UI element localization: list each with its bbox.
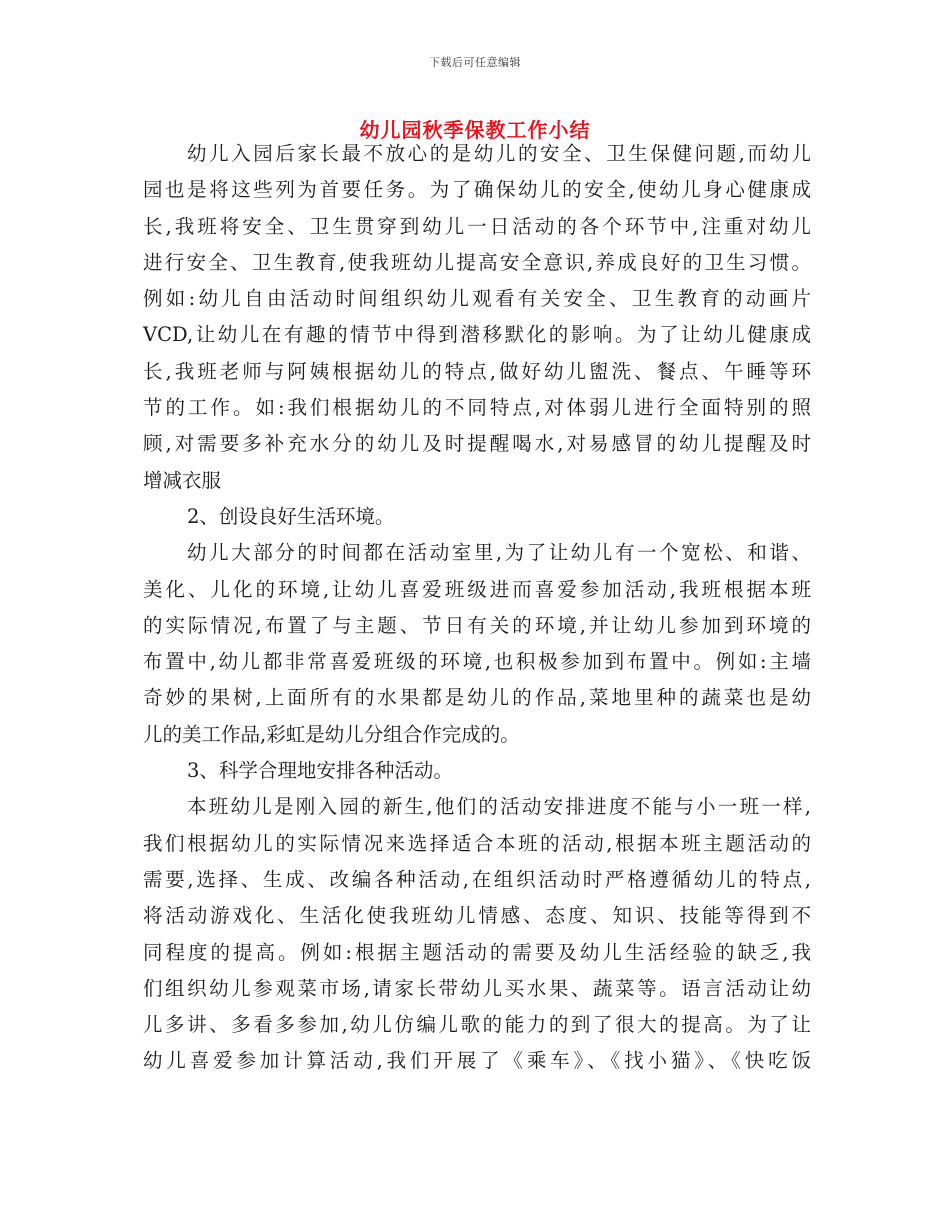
paragraph-line: 儿的美工作品,彩虹是幼儿分组合作完成的。 (143, 722, 520, 746)
document-body (143, 136, 811, 1080)
paragraph-line: 布置中,幼儿都非常喜爱班级的环境,也积极参加到布置中。例如:主墙 (143, 650, 811, 674)
paragraph-line: 增减衣服 (143, 468, 222, 492)
paragraph-line: 本班幼儿是刚入园的新生,他们的活动安排进度不能与小一班一样, (187, 795, 811, 819)
paragraph-line: 例如:幼儿自由活动时间组织幼儿观看有关安全、卫生教育的动画片 (143, 287, 811, 311)
paragraph-line: 奇妙的果树,上面所有的水果都是幼儿的作品,菜地里种的蔬菜也是幼 (143, 686, 811, 710)
paragraph-line: 同程度的提高。例如:根据主题活动的需要及幼儿生活经验的缺乏,我 (143, 940, 811, 964)
paragraph-line: 们组织幼儿参观菜市场,请家长带幼儿买水果、蔬菜等。语言活动让幼 (143, 976, 811, 1000)
paragraph-line: 节的工作。如:我们根据幼儿的不同特点,对体弱儿进行全面特别的照 (143, 396, 811, 420)
paragraph-line: 的实际情况,布置了与主题、节日有关的环境,并让幼儿参加到环境的 (143, 613, 811, 637)
paragraph-line: 长,我班将安全、卫生贯穿到幼儿一日活动的各个环节中,注重对幼儿 (143, 214, 811, 238)
paragraph-line: VCD,让幼儿在有趣的情节中得到潜移默化的影响。为了让幼儿健康成 (143, 323, 811, 347)
section-heading: 2、创设良好生活环境。 (187, 504, 395, 528)
paragraph-line: 需要,选择、生成、改编各种活动,在组织活动时严格遵循幼儿的特点, (143, 867, 811, 891)
paragraph-line: 美化、儿化的环境,让幼儿喜爱班级进而喜爱参加活动,我班根据本班 (143, 577, 811, 601)
section-heading: 3、科学合理地安排各种活动。 (187, 759, 453, 783)
paragraph-line: 将活动游戏化、生活化使我班幼儿情感、态度、知识、技能等得到不 (143, 904, 811, 928)
paragraph-line: 幼儿喜爱参加计算活动,我们开展了《乘车》、《找小猫》、《快吃饭 (143, 1049, 811, 1073)
paragraph-line: 进行安全、卫生教育,使我班幼儿提高安全意识,养成良好的卫生习惯。 (143, 250, 811, 274)
paragraph-line: 我们根据幼儿的实际情况来选择适合本班的活动,根据本班主题活动的 (143, 831, 811, 855)
paragraph-line: 顾,对需要多补充水分的幼儿及时提醒喝水,对易感冒的幼儿提醒及时 (143, 432, 811, 456)
header-note: 下载后可任意编辑 (429, 56, 521, 69)
document-title: 幼儿园秋季保教工作小结 (359, 118, 591, 142)
paragraph-line: 幼儿大部分的时间都在活动室里,为了让幼儿有一个宽松、和谐、 (187, 541, 811, 565)
paragraph-line: 长,我班老师与阿姨根据幼儿的特点,做好幼儿盥洗、餐点、午睡等环 (143, 359, 811, 383)
paragraph-line: 儿多讲、多看多参加,幼儿仿编儿歌的能力的到了很大的提高。为了让 (143, 1013, 811, 1037)
paragraph-line: 园也是将这些列为首要任务。为了确保幼儿的安全,使幼儿身心健康成 (143, 178, 811, 202)
paragraph-line: 幼儿入园后家长最不放心的是幼儿的安全、卫生保健问题,而幼儿 (187, 142, 811, 165)
